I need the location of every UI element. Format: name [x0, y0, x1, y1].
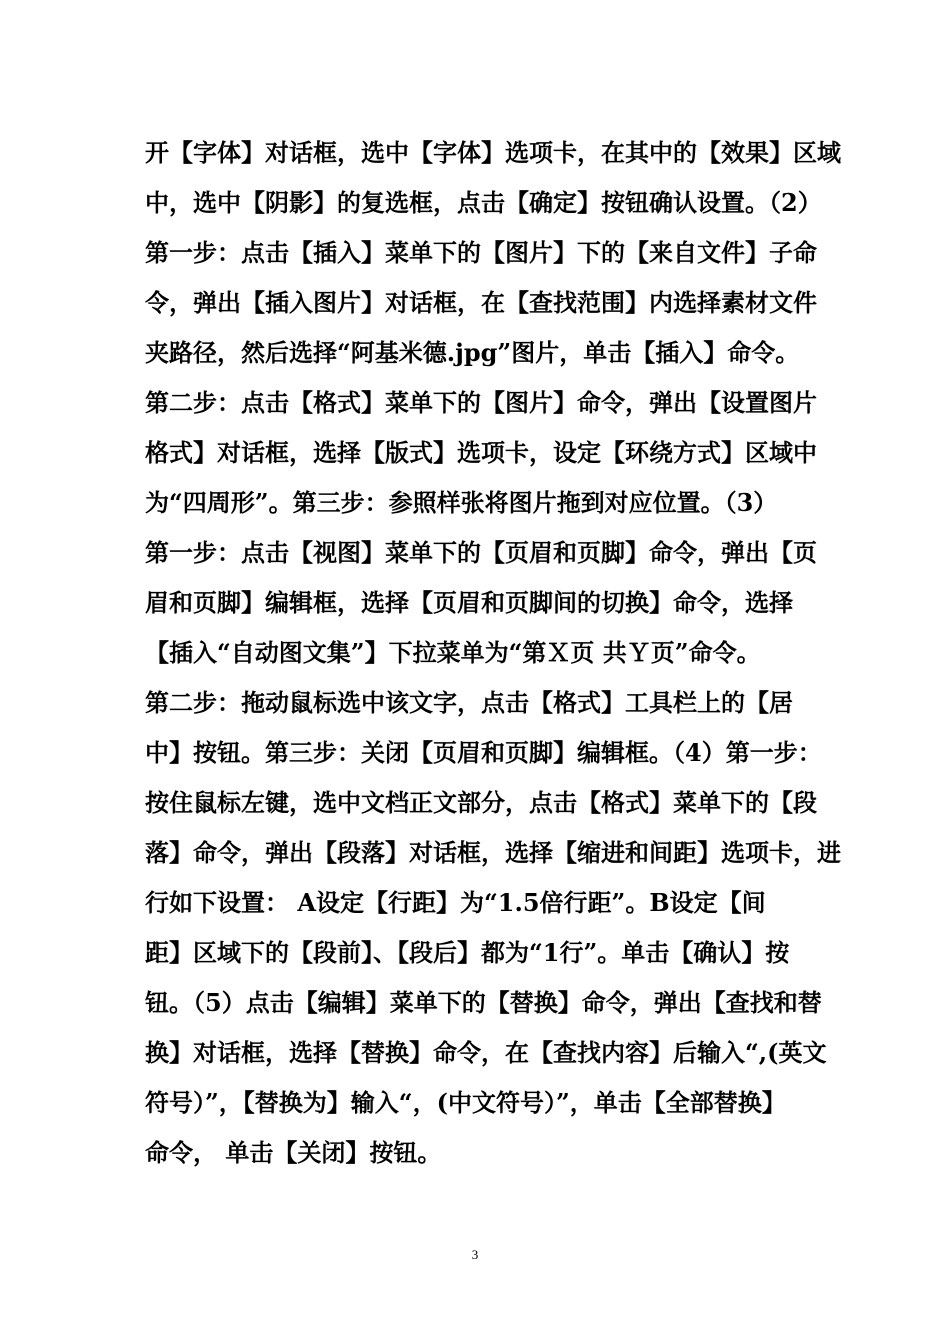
text-line: 为“四周形”。第三步：参照样张将图片拖到对应位置。（3）: [145, 488, 778, 517]
text-line: 行如下设置： A设定【行距】为“1.5倍行距”。B设定【间: [145, 888, 766, 917]
text-line: 第一步：点击【视图】菜单下的【页眉和页脚】命令，弹出【页: [145, 538, 817, 567]
text-line: 夹路径，然后选择“阿基米德.jpg”图片，单击【插入】命令。: [145, 338, 800, 367]
text-line: 落】命令，弹出【段落】对话框，选择【缩进和间距】选项卡，进: [145, 838, 841, 867]
text-line: 格式】对话框，选择【版式】选项卡，设定【环绕方式】区域中: [145, 438, 817, 467]
text-line: 第二步：拖动鼠标选中该文字，点击【格式】工具栏上的【居: [145, 688, 793, 717]
text-line: 【插入“自动图文集”】下拉菜单为“第Ｘ页 共Ｙ页”命令。: [145, 638, 761, 667]
text-line: 中，选中【阴影】的复选框，点击【确定】按钮确认设置。（2）: [145, 188, 822, 217]
text-line: 令，弹出【插入图片】对话框，在【查找范围】内选择素材文件: [145, 288, 817, 317]
text-line: 按住鼠标左键，选中文档正文部分，点击【格式】菜单下的【段: [145, 788, 817, 817]
text-line: 距】区域下的【段前】、【段后】都为“1行”。单击【确认】按: [145, 938, 790, 967]
text-line: 中】按钮。第三步：关闭【页眉和页脚】编辑框。（4）第一步：: [145, 738, 822, 767]
text-line: 符号）”，【替换为】输入“，(中文符号）”，单击【全部替换】: [145, 1088, 786, 1117]
text-line: 命令， 单击【关闭】按钮。: [145, 1138, 442, 1167]
page-number: 3: [471, 1247, 479, 1262]
text-line: 开【字体】对话框，选中【字体】选项卡，在其中的【效果】区域: [145, 138, 841, 167]
text-line: 换】对话框，选择【替换】命令，在【查找内容】后输入“,(英文: [145, 1038, 827, 1067]
body-paragraph: [145, 128, 841, 1178]
text-line: 钮。（5）点击【编辑】菜单下的【替换】命令，弹出【查找和替: [145, 988, 822, 1017]
text-line: 第一步：点击【插入】菜单下的【图片】下的【来自文件】子命: [145, 238, 817, 267]
text-line: 眉和页脚】编辑框，选择【页眉和页脚间的切换】命令，选择: [145, 588, 793, 617]
text-line: 第二步：点击【格式】菜单下的【图片】命令，弹出【设置图片: [145, 388, 817, 417]
